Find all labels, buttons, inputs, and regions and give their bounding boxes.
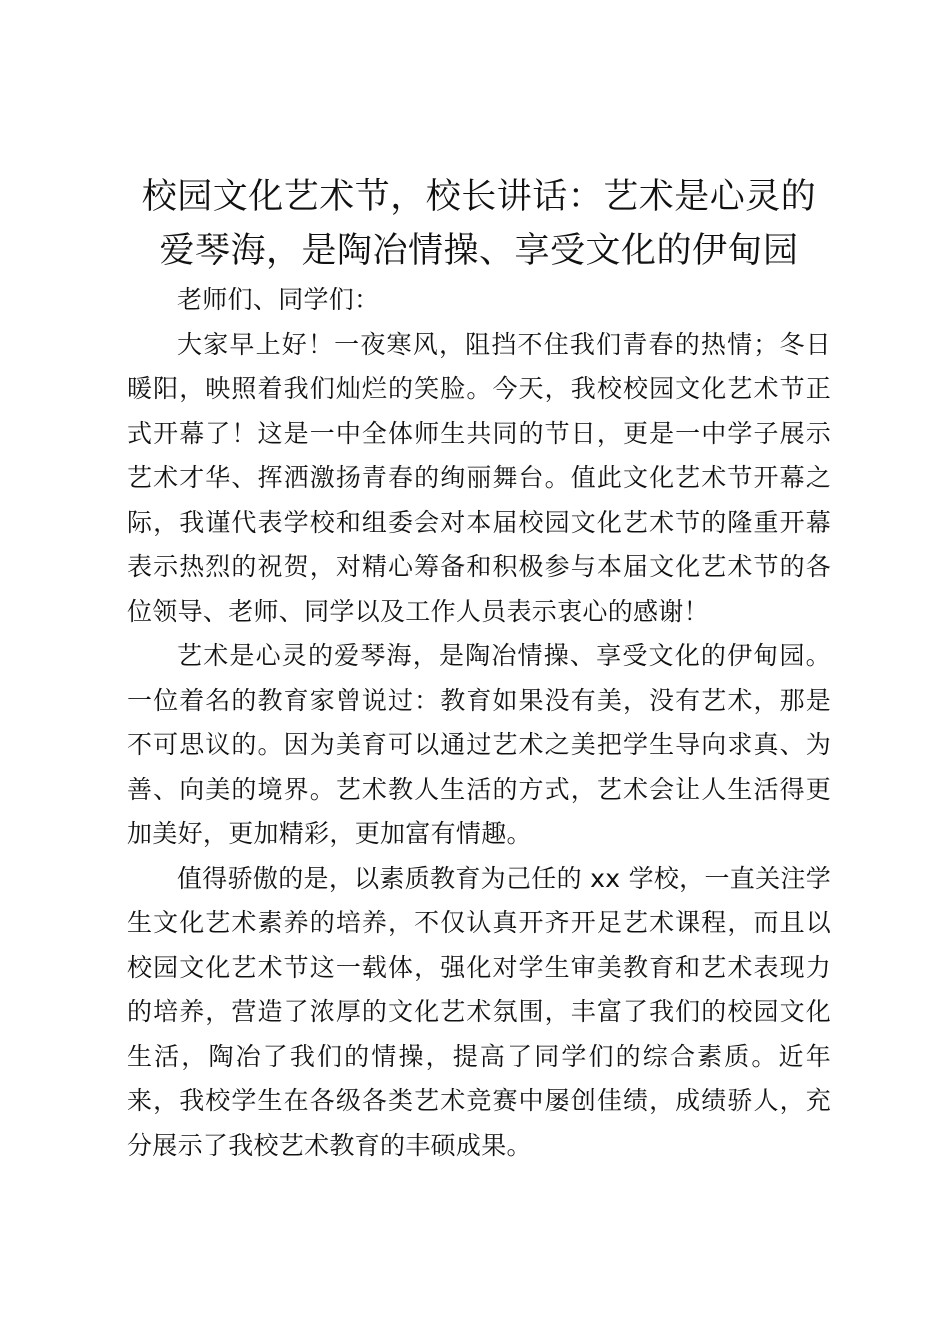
paragraph-greeting: 大家早上好！一夜寒风，阻挡不住我们青春的热情；冬日暖阳，映照着我们灿烂的笑脸。今天，我校校园文化艺术节正式开幕了！这是一中全体师生共同的节日，更是一中学子展示艺术才华、挥洒激扬青春的绚丽舞台。值此文化艺术节开幕之际，我谨代表学校和组委会对本届校园文化艺术节的隆重开幕表示热烈的祝贺，对精心筹备和积极参与本届文化艺术节的各位领导、老师、同学以及工作人员表示衷心的感谢！	[127, 329, 831, 626]
paragraph-school-achievements: 值得骄傲的是，以素质教育为己任的 xx 学校，一直关注学生文化艺术素养的培养，不仅认真开齐开足艺术课程，而且以校园文化艺术节这一载体，强化对学生审美教育和艺术表现力的培养，营造了浓厚的文化艺术氛围，丰富了我们的校园文化生活，陶冶了我们的情操，提高了同学们的综合素质。近年来，我校学生在各级各类艺术竞赛中屡创佳绩，成绩骄人，充分展示了我校艺术教育的丰硕成果。	[127, 863, 831, 1160]
salutation: 老师们、同学们：	[177, 285, 380, 314]
document-body	[127, 170, 831, 1168]
document-title: 校园文化艺术节，校长讲话：艺术是心灵的爱琴海，是陶冶情操、享受文化的伊甸园	[141, 177, 817, 271]
paragraph-art-meaning: 艺术是心灵的爱琴海，是陶冶情操、享受文化的伊甸园。一位着名的教育家曾说过：教育如果没有美，没有艺术，那是不可思议的。因为美育可以通过艺术之美把学生导向求真、为善、向美的境界。艺术教人生活的方式，艺术会让人生活得更加美好，更加精彩，更加富有情趣。	[127, 641, 831, 848]
